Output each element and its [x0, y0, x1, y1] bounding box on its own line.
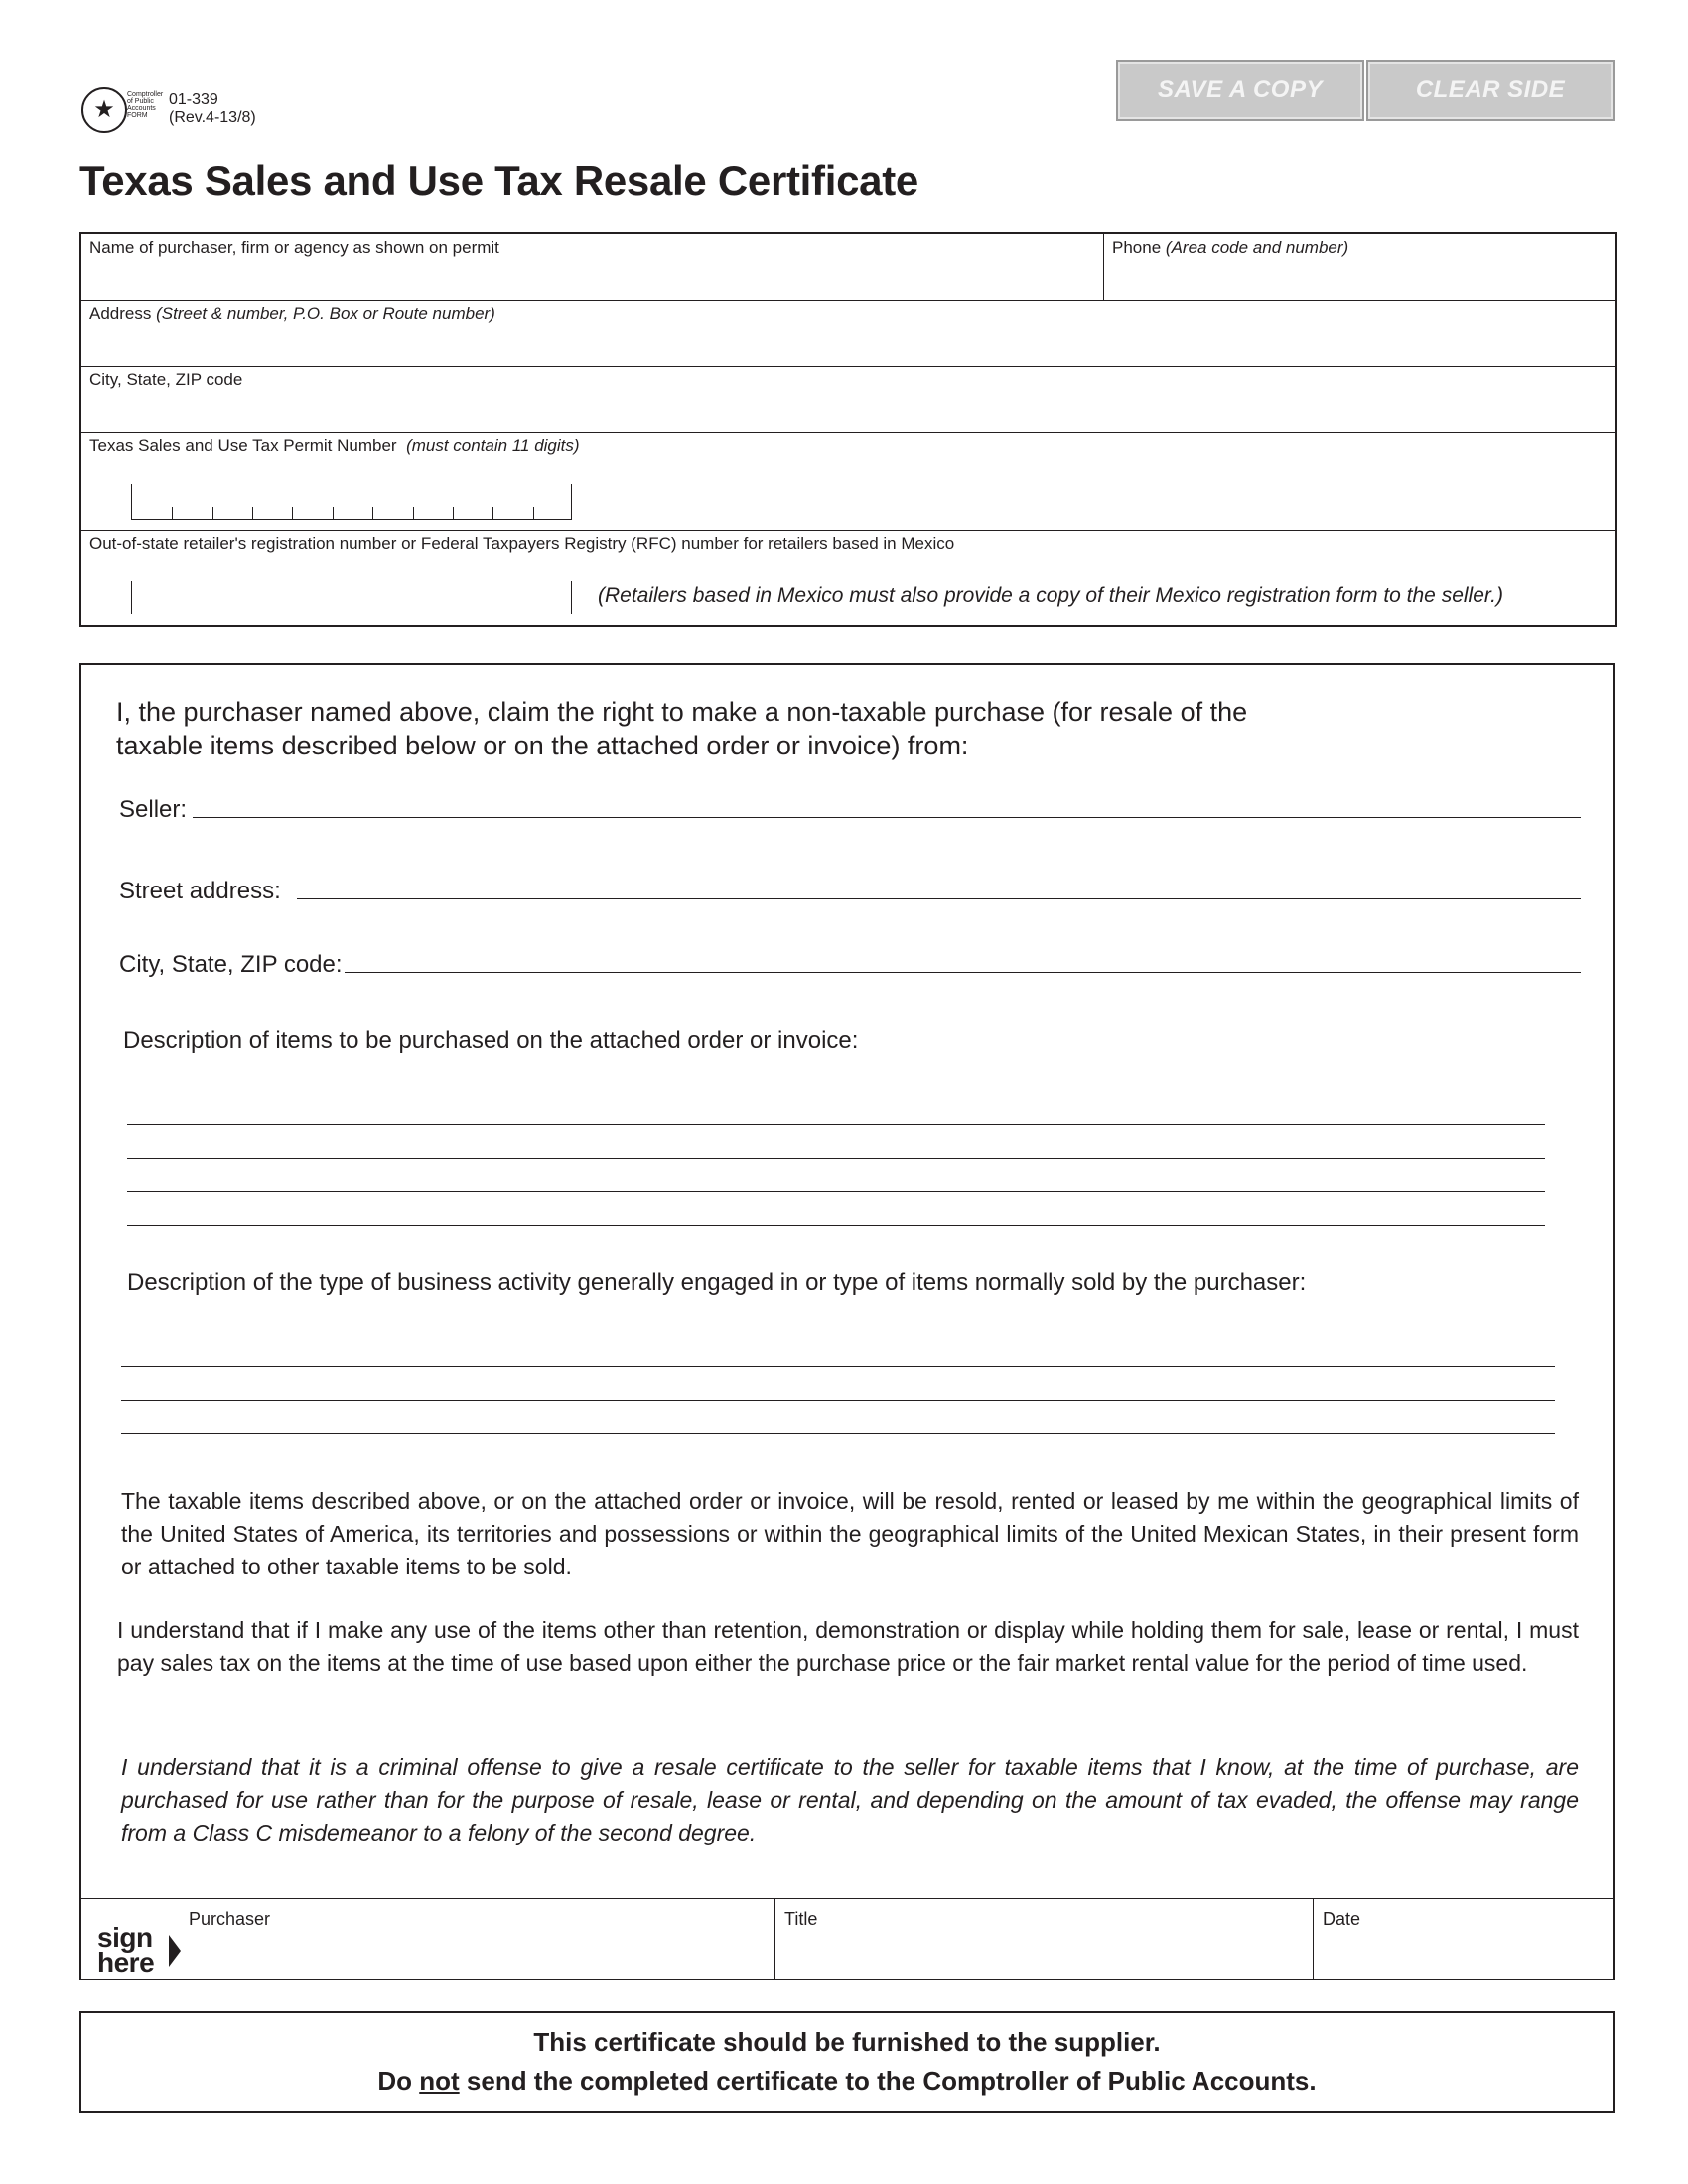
address-field[interactable]: [91, 328, 1601, 363]
permit-digit-divider: [333, 507, 334, 519]
resale-statement: The taxable items described above, or on the attached order or invoice, will be resold, rented or leased by me within the geographical limits of the United States of America, its territories and possessions or within the geographical limits of the United Mexican States, in their present form or attached to other taxable items to be sold.: [121, 1488, 1579, 1579]
items-line[interactable]: [127, 1124, 1545, 1125]
items-line[interactable]: [127, 1225, 1545, 1226]
not-emphasis: not: [419, 2066, 460, 2096]
business-line[interactable]: [121, 1366, 1555, 1367]
criminal-offense-statement: I understand that it is a criminal offense to give a resale certificate to the seller for taxable items that I know, at the time of purchase, are purchased for use rather than for the purpose of resale, lease or rental, and depending on the amount of tax evaded, the offense may range from a Class C misdemeanor to a felony of the second degree.: [121, 1754, 1579, 1845]
permit-label: Texas Sales and Use Tax Permit Number: [89, 436, 397, 455]
seller-city-line[interactable]: [345, 972, 1581, 973]
title-field[interactable]: [784, 1933, 1301, 1977]
street-address-line[interactable]: [297, 898, 1581, 899]
purchaser-info-box: [79, 232, 1617, 627]
seller-row[interactable]: [119, 796, 1581, 824]
permit-digit-divider: [533, 507, 534, 519]
city-label: City, State, ZIP code: [89, 370, 243, 389]
phone-divider: [1103, 234, 1104, 300]
items-description-label: Description of items to be purchased on the attached order or invoice:: [123, 1027, 859, 1054]
furnish-notice-line2: Do not send the completed certificate to the Comptroller of Public Accounts.: [377, 2066, 1317, 2096]
sign-arrow-icon: [169, 1935, 181, 1967]
business-description-label: Description of the type of business activity generally engaged in or type of items normally sold by the purchaser:: [127, 1269, 1307, 1296]
purchaser-name-label: Name of purchaser, firm or agency as shown on permit: [89, 238, 499, 257]
address-label: Address: [89, 304, 152, 323]
permit-digit-divider: [413, 507, 414, 519]
phone-hint: (Area code and number): [1165, 238, 1349, 257]
date-label: Date: [1323, 1909, 1361, 1929]
claim-box: [79, 663, 1615, 1980]
seller-city-label: City, State, ZIP code:: [119, 951, 343, 978]
form-number: 01-339: [169, 91, 218, 108]
rfc-label: Out-of-state retailer's registration number or Federal Taxpayers Registry (RFC) number for retailers based in Mexico: [89, 534, 955, 553]
claim-statement: I, the purchaser named above, claim the right to make a non-taxable purchase (for resale of the taxable items described below or on the attached order or invoice) from:: [116, 697, 1248, 760]
seller-city-row[interactable]: [119, 951, 1581, 979]
form-revision: (Rev.4-13/8): [169, 109, 256, 126]
city-field[interactable]: [91, 393, 1601, 429]
signature-row: [81, 1898, 1613, 1980]
rfc-number-field[interactable]: [131, 581, 572, 614]
row-divider: [81, 366, 1615, 367]
address-label-group: [89, 304, 495, 324]
sign-here-marker: [97, 1922, 155, 1978]
furnish-notice-box: [79, 2011, 1615, 2113]
row-divider: [81, 300, 1615, 301]
signature-divider: [1313, 1899, 1314, 1980]
permit-digit-divider: [372, 507, 373, 519]
business-line[interactable]: [121, 1400, 1555, 1401]
permit-number-field[interactable]: [131, 484, 572, 520]
row-divider: [81, 530, 1615, 531]
here-word: here: [97, 1947, 155, 1978]
furnish-notice-line1: This certificate should be furnished to the supplier.: [533, 2027, 1161, 2057]
title-label: Title: [784, 1909, 818, 1929]
permit-digit-divider: [292, 507, 293, 519]
phone-label: Phone: [1112, 238, 1162, 257]
permit-digit-divider: [453, 507, 454, 519]
date-field[interactable]: [1323, 1933, 1601, 1977]
street-address-row[interactable]: [119, 878, 1581, 905]
use-tax-statement: I understand that if I make any use of the items other than retention, demonstration or display while holding them for sale, lease or rental, I must pay sales tax on the items at the time of use based upon either the purchase price or the fair market rental value for the period of time used.: [117, 1617, 1579, 1676]
seal-text: Comptroller of Public Accounts FORM: [127, 91, 164, 119]
page-title: Texas Sales and Use Tax Resale Certificate: [79, 157, 918, 204]
permit-digit-divider: [212, 507, 213, 519]
row-divider: [81, 432, 1615, 433]
phone-label-group: [1112, 238, 1348, 258]
permit-digit-divider: [492, 507, 493, 519]
address-hint: (Street & number, P.O. Box or Route number): [156, 304, 495, 323]
purchaser-signature-field[interactable]: [189, 1933, 765, 1977]
seller-label: Seller:: [119, 796, 188, 823]
business-line[interactable]: [121, 1433, 1555, 1434]
clear-side-button[interactable]: CLEAR SIDE: [1366, 60, 1615, 121]
rfc-note: (Retailers based in Mexico must also provide a copy of their Mexico registration form to the seller.): [598, 584, 1503, 607]
permit-digit-divider: [252, 507, 253, 519]
permit-hint: (must contain 11 digits): [406, 436, 580, 455]
permit-label-group: [89, 436, 580, 456]
sign-word: sign: [97, 1922, 153, 1953]
seller-line[interactable]: [193, 817, 1581, 818]
purchaser-name-field[interactable]: [91, 262, 1084, 298]
street-address-label: Street address:: [119, 878, 281, 904]
items-line[interactable]: [127, 1191, 1545, 1192]
save-copy-button[interactable]: SAVE A COPY: [1116, 60, 1364, 121]
items-line[interactable]: [127, 1158, 1545, 1159]
signature-divider: [774, 1899, 775, 1980]
form-number-block: [169, 91, 256, 127]
purchaser-signature-label: Purchaser: [189, 1909, 271, 1929]
permit-digit-divider: [172, 507, 173, 519]
comptroller-seal-icon: ★: [81, 87, 127, 133]
phone-field[interactable]: [1114, 262, 1601, 298]
